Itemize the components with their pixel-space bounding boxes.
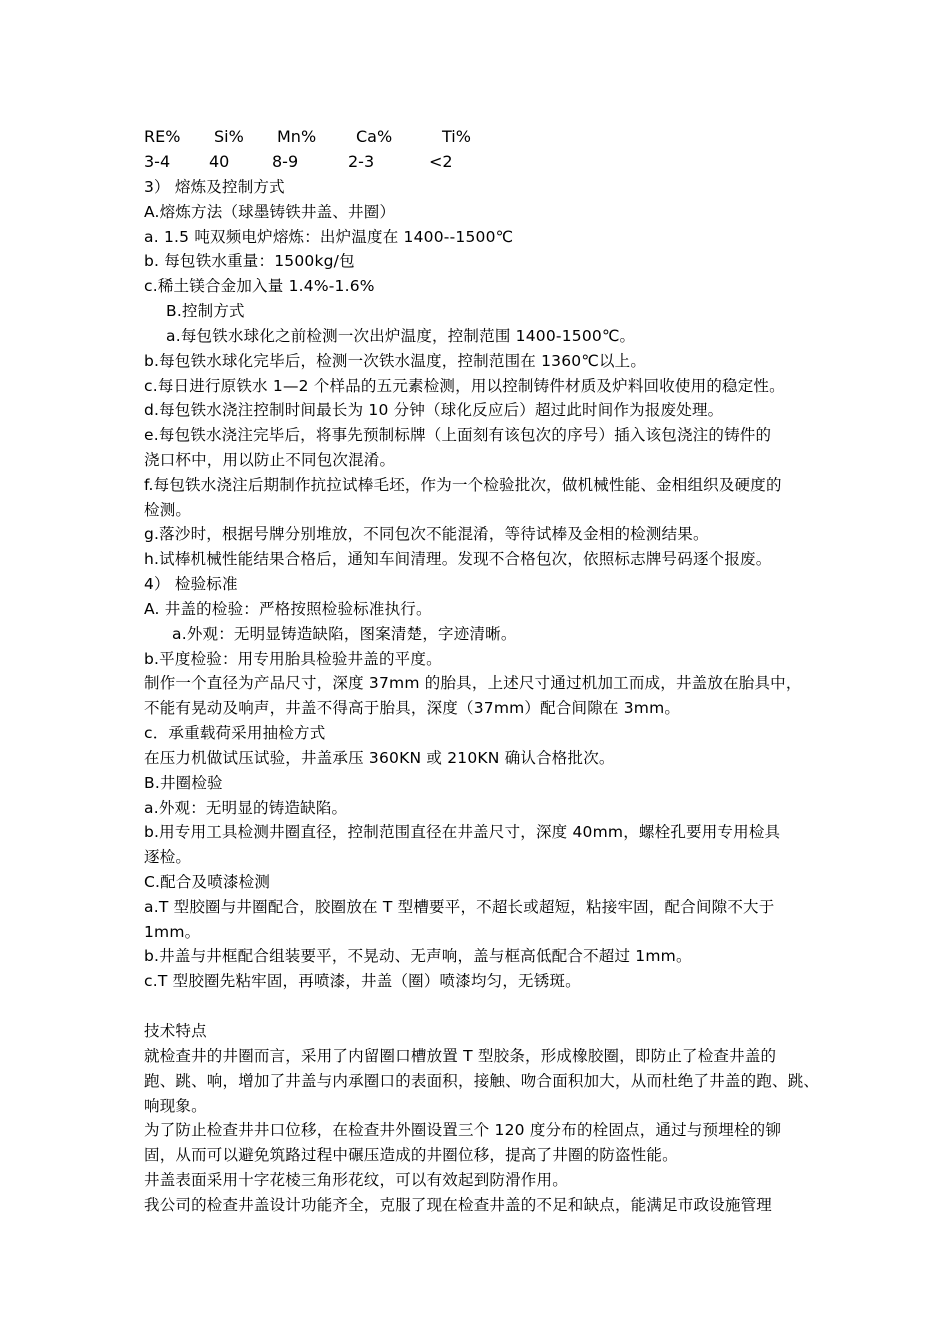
- paragraph-line: a.外观：无明显的铸造缺陷。: [144, 799, 348, 817]
- paragraph-line: 逐检。: [144, 848, 192, 866]
- table-header-mn: Mn%: [277, 127, 317, 146]
- paragraph-line: 跑、跳、响，增加了井盖与内承圈口的表面积，接触、吻合面积加大，从而杜绝了井盖的跑、跳、: [144, 1072, 820, 1090]
- paragraph-line: e.每包铁水浇注完毕后，将事先预制标牌（上面刻有该包次的序号）插入该包浇注的铸件的: [144, 426, 772, 444]
- table-header-ca: Ca%: [356, 127, 393, 146]
- section-heading-tech-features: 技术特点: [144, 1022, 207, 1040]
- paragraph-line: b.每包铁水球化完毕后，检测一次铁水温度，控制范围在 1360℃以上。: [144, 352, 647, 370]
- paragraph-line: 固，从而可以避免筑路过程中碾压造成的井圈位移，提高了井圈的防盗性能。: [144, 1146, 678, 1164]
- paragraph-line: a.T 型胶圈与井圈配合，胶圈放在 T 型槽要平，不超长或超短，粘接牢固，配合间隙不大于: [144, 898, 775, 916]
- paragraph-line: c.T 型胶圈先粘牢固，再喷漆，井盖（圈）喷漆均匀，无锈斑。: [144, 972, 581, 990]
- table-value-re: 3-4: [144, 152, 171, 171]
- paragraph-line: b. 每包铁水重量：1500kg/包: [144, 252, 355, 270]
- paragraph-line: c．承重载荷采用抽检方式: [144, 724, 326, 742]
- table-value-ti: <2: [429, 152, 453, 171]
- table-header-ti: Ti%: [442, 127, 471, 146]
- paragraph-line: 响现象。: [144, 1097, 207, 1115]
- subheading-control-method: B.控制方式: [166, 302, 245, 320]
- paragraph-line: 浇口杯中，用以防止不同包次混淆。: [144, 451, 396, 469]
- paragraph-line: 就检查井的井圈而言，采用了内留圈口槽放置 T 型胶条，形成橡胶圈，即防止了检查井盖的: [144, 1047, 777, 1065]
- paragraph-line: 不能有晃动及响声，井盖不得高于胎具，深度（37mm）配合间隙在 3mm。: [144, 699, 681, 717]
- paragraph-line: b.用专用工具检测井圈直径，控制范围直径在井盖尺寸，深度 40mm，螺栓孔要用专用检具: [144, 823, 781, 841]
- table-value-ca: 2-3: [348, 152, 375, 171]
- paragraph-line: c.稀土镁合金加入量 1.4%-1.6%: [144, 277, 375, 295]
- paragraph-line: d.每包铁水浇注控制时间最长为 10 分钟（球化反应后）超过此时间作为报废处理。: [144, 401, 724, 419]
- paragraph-line: g.落沙时，根据号牌分别堆放，不同包次不能混淆，等待试棒及金相的检测结果。: [144, 525, 709, 543]
- paragraph-line: 1mm。: [144, 923, 201, 941]
- paragraph-line: a. 1.5 吨双频电炉熔炼：出炉温度在 1400--1500℃: [144, 228, 514, 246]
- paragraph-line: f.每包铁水浇注后期制作抗拉试棒毛坯，作为一个检验批次，做机械性能、金相组织及硬度的: [144, 476, 782, 494]
- paragraph-line: b.井盖与井框配合组装要平，不晃动、无声响，盖与框高低配合不超过 1mm。: [144, 947, 692, 965]
- paragraph-line: b.平度检验：用专用胎具检验井盖的平度。: [144, 650, 442, 668]
- paragraph-line: a.每包铁水球化之前检测一次出炉温度，控制范围 1400-1500℃。: [166, 327, 636, 345]
- paragraph-line: 我公司的检查井盖设计功能齐全，克服了现在检查井盖的不足和缺点，能满足市政设施管理: [144, 1196, 773, 1214]
- section-heading-smelting: 3） 熔炼及控制方式: [144, 178, 285, 196]
- paragraph-line: 检测。: [144, 501, 192, 519]
- table-value-si: 40: [209, 152, 230, 171]
- paragraph-line: 为了防止检查井井口位移，在检查井外圈设置三个 120 度分布的栓固点，通过与预埋栓的铆: [144, 1121, 782, 1139]
- paragraph-line: A. 井盖的检验：严格按照检验标准执行。: [144, 600, 432, 618]
- paragraph-line: c.每日进行原铁水 1—2 个样品的五元素检测，用以控制铸件材质及炉料回收使用的稳定性。: [144, 377, 785, 395]
- paragraph-line: a.外观：无明显铸造缺陷，图案清楚，字迹清晰。: [172, 625, 517, 643]
- table-value-mn: 8-9: [272, 152, 299, 171]
- subheading-ring-inspection: B.井圈检验: [144, 774, 223, 792]
- paragraph-line: 在压力机做试压试验，井盖承压 360KN 或 210KN 确认合格批次。: [144, 749, 615, 767]
- paragraph-line: 制作一个直径为产品尺寸，深度 37mm 的胎具，上述尺寸通过机加工而成，井盖放在胎具中，: [144, 674, 802, 692]
- paragraph-line: A.熔炼方法（球墨铸铁井盖、井圈）: [144, 203, 396, 221]
- subheading-fit-paint: C.配合及喷漆检测: [144, 873, 271, 891]
- paragraph-line: h.试棒机械性能结果合格后，通知车间清理。发现不合格包次，依照标志牌号码逐个报废。: [144, 550, 772, 568]
- section-heading-inspection: 4） 检验标准: [144, 575, 238, 593]
- table-header-si: Si%: [214, 127, 244, 146]
- table-header-re: RE%: [144, 127, 181, 146]
- paragraph-line: 井盖表面采用十字花棱三角形花纹，可以有效起到防滑作用。: [144, 1171, 568, 1189]
